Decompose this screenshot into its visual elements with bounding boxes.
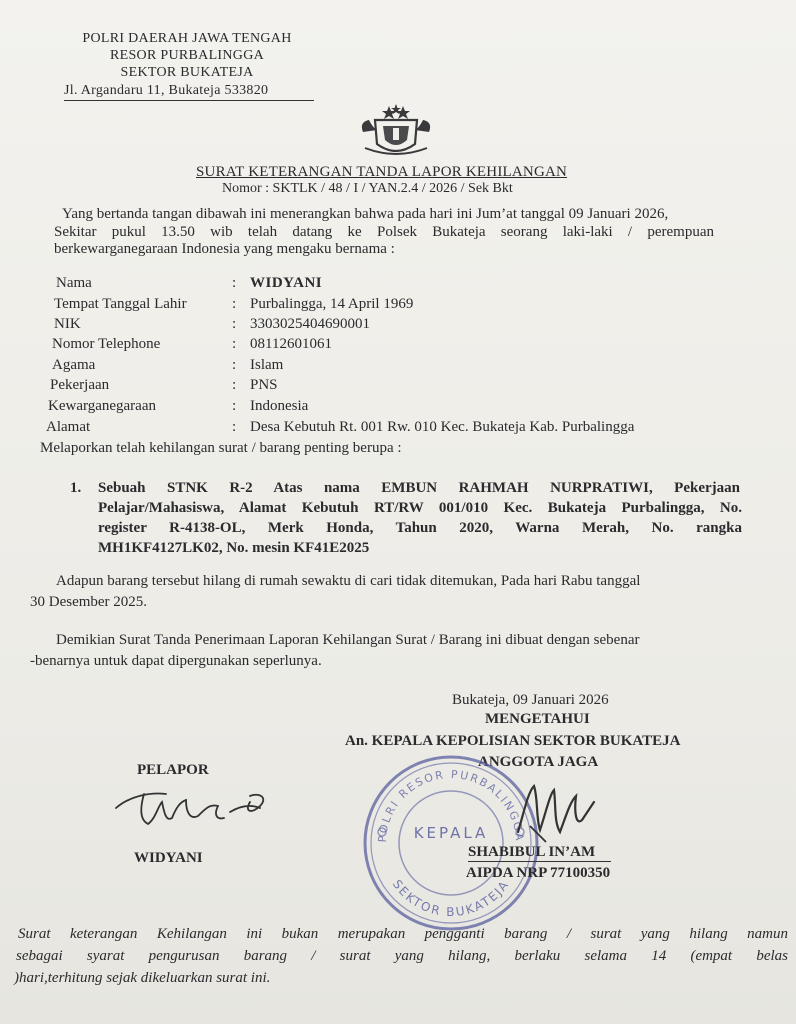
item-number: 1. [70, 480, 82, 496]
field-value: 3303025404690001 [250, 316, 370, 332]
field-label: NIK [54, 316, 81, 332]
footer-line3: )hari,terhitung sejak dikeluarkan surat ini. [14, 970, 271, 986]
field-colon: : [232, 398, 237, 414]
item-line3: register R-4138-OL, Merk Honda, Tahun 2020, Warna Merah, No. rangka [98, 520, 742, 536]
field-colon: : [232, 275, 237, 291]
stamp-center-text: KEPALA [413, 824, 489, 842]
officer-rank: AIPDA NRP 77100350 [466, 865, 611, 881]
header-line1: POLRI DAERAH JAWA TENGAH [82, 31, 292, 46]
item-line2: Pelajar/Mahasiswa, Alamat Kebutuh RT/RW 001/010 Kec. Bukateja Purbalingga, No. [98, 500, 742, 516]
police-emblem-icon [355, 104, 437, 163]
header-line2: RESOR PURBALINGGA [109, 48, 265, 63]
field-value: Indonesia [250, 398, 309, 414]
svg-text:SEKTOR BUKATEJA [390, 877, 512, 919]
field-label: Nomor Telephone [52, 336, 161, 352]
item-line4: MH1KF4127LK02, No. mesin KF41E2025 [98, 540, 370, 556]
reporter-role: PELAPOR [137, 762, 209, 778]
field-colon: : [232, 377, 237, 393]
field-label: Kewarganegaraan [48, 398, 156, 414]
officer-role: ANGGOTA JAGA [478, 754, 599, 770]
field-colon: : [232, 296, 237, 312]
field-row-telephone [52, 336, 752, 354]
stamp-top-text: POLRI RESOR PURBALINGGA [375, 767, 527, 843]
header-address: Jl. Argandaru 11, Bukateja 533820 [64, 82, 314, 101]
field-row-nik [54, 316, 754, 334]
footer-line1: Surat keterangan Kehilangan ini bukan merupakan pengganti barang / surat yang hilang namun [18, 926, 788, 942]
office-title: An. KEPALA KEPOLISIAN SEKTOR BUKATEJA [345, 733, 681, 749]
header-line3: SEKTOR BUKATEJA [120, 65, 254, 80]
field-value: PNS [250, 377, 278, 393]
document-number: Nomor : SKTLK / 48 / I / YAN.2.4 / 2026 / Sek Bkt [222, 181, 513, 196]
field-label: Pekerjaan [50, 377, 110, 393]
intro-line3: berkewarganegaraan Indonesia yang mengaku bernama : [54, 241, 395, 257]
mengetahui-label: MENGETAHUI [485, 711, 590, 727]
field-row-nama [56, 275, 756, 293]
footer-line2: sebagai syarat pengurusan barang / surat yang hilang, berlaku selama 14 (empat belas [16, 948, 788, 964]
field-row-ttl [54, 296, 754, 314]
field-label: Nama [56, 275, 92, 291]
document-title: SURAT KETERANGAN TANDA LAPOR KEHILANGAN [196, 164, 568, 180]
intro-line2: Sekitar pukul 13.50 wib telah datang ke Polsek Bukateja seorang laki-laki / perempuan [54, 224, 714, 240]
field-label: Agama [52, 357, 96, 373]
field-colon: : [232, 357, 237, 373]
report-line: Melaporkan telah kehilangan surat / barang penting berupa : [40, 440, 402, 456]
place-date: Bukateja, 09 Januari 2026 [452, 692, 609, 708]
field-row-agama [52, 357, 752, 375]
field-colon: : [232, 336, 237, 352]
field-value: 08112601061 [250, 336, 332, 352]
stamp-bottom-text: SEKTOR BUKATEJA [389, 877, 513, 920]
reporter-name: WIDYANI [134, 850, 203, 866]
field-colon: : [232, 316, 237, 332]
field-label: Tempat Tanggal Lahir [54, 296, 187, 312]
field-label: Alamat [46, 419, 91, 435]
lost-line2: 30 Desember 2025. [30, 594, 148, 610]
closing-line1: Demikian Surat Tanda Penerimaan Laporan Kehilangan Surat / Barang ini dibuat dengan sebenar [56, 632, 640, 648]
field-value: Islam [250, 357, 284, 373]
field-value: Purbalingga, 14 April 1969 [250, 296, 414, 312]
field-row-pekerjaan [50, 377, 750, 395]
field-colon: : [232, 419, 237, 435]
closing-line2: -benarnya untuk dapat dipergunakan seperlunya. [30, 653, 322, 669]
item-line1: Sebuah STNK R-2 Atas nama EMBUN RAHMAH NURPRATIWI, Pekerjaan [98, 480, 740, 496]
field-value: Desa Kebutuh Rt. 001 Rw. 010 Kec. Bukateja Kab. Purbalingga [250, 419, 635, 435]
lost-line1: Adapun barang tersebut hilang di rumah sewaktu di cari tidak ditemukan, Pada hari Rabu tanggal [56, 573, 641, 589]
field-row-kewarganegaraan [48, 398, 748, 416]
intro-line1: Yang bertanda tangan dibawah ini menerangkan bahwa pada hari ini Jum’at tanggal 09 Januari 2026, [62, 206, 669, 222]
field-value: WIDYANI [250, 275, 323, 291]
field-row-alamat [46, 419, 786, 437]
reporter-signature [110, 778, 280, 843]
officer-name: SHABIBUL IN’AM [468, 844, 611, 862]
